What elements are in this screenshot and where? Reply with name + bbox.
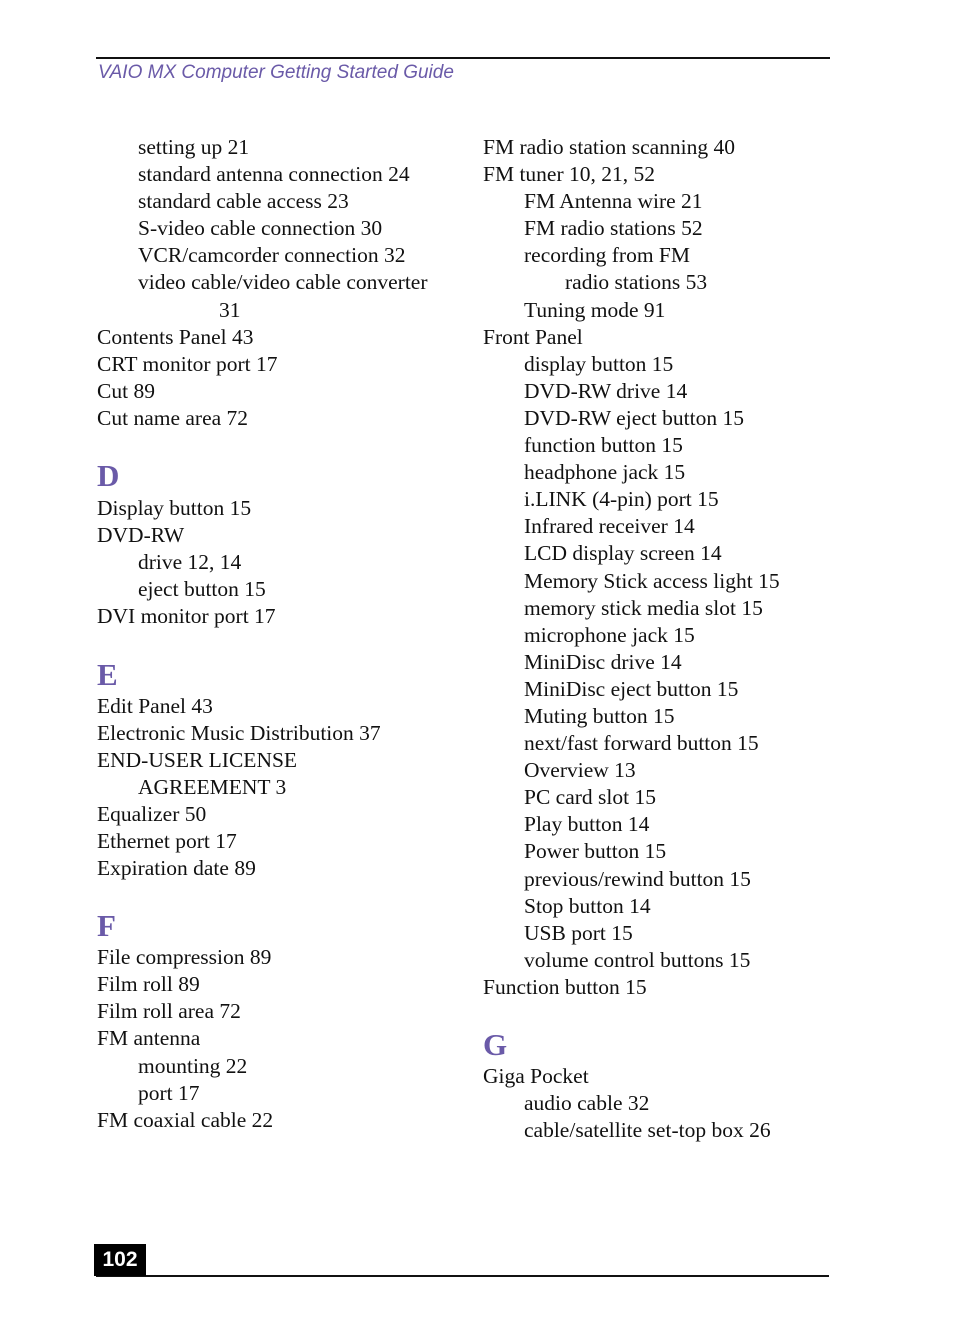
page-number: 102 bbox=[94, 1244, 146, 1276]
index-subentry: recording from FM bbox=[524, 243, 690, 268]
header-rule bbox=[96, 57, 830, 59]
index-subentry: function button 15 bbox=[524, 433, 683, 458]
index-entry: Expiration date 89 bbox=[97, 856, 256, 881]
index-subentry: eject button 15 bbox=[138, 577, 266, 602]
index-entry: File compression 89 bbox=[97, 945, 272, 970]
index-subentry: VCR/camcorder connection 32 bbox=[138, 243, 406, 268]
index-subentry: Play button 14 bbox=[524, 812, 650, 837]
index-subentry: DVD-RW eject button 15 bbox=[524, 405, 744, 430]
index-entry: FM tuner 10, 21, 52 bbox=[483, 162, 655, 187]
index-entry: Giga Pocket bbox=[483, 1064, 589, 1088]
index-subentry: i.LINK (4-pin) port 15 bbox=[524, 487, 719, 512]
index-subentry: Muting button 15 bbox=[524, 703, 675, 728]
index-entry: CRT monitor port 17 bbox=[97, 351, 278, 376]
index-entry: Function button 15 bbox=[483, 974, 647, 999]
index-entry: Ethernet port 17 bbox=[97, 828, 237, 853]
index-subentry: Stop button 14 bbox=[524, 893, 651, 918]
section-letter-d: D bbox=[97, 458, 120, 494]
index-subentry: MiniDisc drive 14 bbox=[524, 649, 682, 674]
index-entry: Equalizer 50 bbox=[97, 801, 207, 826]
index-subentry: standard cable access 23 bbox=[138, 189, 349, 214]
index-entry: Front Panel bbox=[483, 324, 583, 349]
index-subentry: PC card slot 15 bbox=[524, 785, 656, 810]
index-entry: END-USER LICENSE bbox=[97, 747, 298, 772]
index-subentry: Overview 13 bbox=[524, 758, 636, 783]
index-subentry: Power button 15 bbox=[524, 839, 667, 864]
section-letter-f: F bbox=[97, 908, 116, 944]
index-subentry: headphone jack 15 bbox=[524, 460, 686, 485]
index-subentry: Infrared receiver 14 bbox=[524, 514, 695, 539]
index-entry: Display button 15 bbox=[97, 496, 252, 521]
index-column-right bbox=[483, 134, 863, 1144]
index-subentry: FM radio stations 52 bbox=[524, 216, 703, 241]
index-entry: Contents Panel 43 bbox=[97, 324, 254, 349]
index-subentry: cable/satellite set-top box 26 bbox=[524, 1118, 771, 1143]
index-subentry: memory stick media slot 15 bbox=[524, 595, 763, 620]
index-entry: FM radio station scanning 40 bbox=[483, 135, 736, 159]
index-subentry: FM Antenna wire 21 bbox=[524, 189, 703, 214]
index-entry: FM antenna bbox=[97, 1026, 201, 1051]
footer-rule bbox=[96, 1275, 829, 1277]
index-subentry: volume control buttons 15 bbox=[524, 947, 751, 972]
index-subentry: port 17 bbox=[138, 1080, 200, 1105]
index-subentry: setting up 21 bbox=[138, 135, 250, 159]
section-letter-g: G bbox=[483, 1027, 508, 1062]
index-subentry: Memory Stick access light 15 bbox=[524, 568, 780, 593]
index-entry: Film roll area 72 bbox=[97, 999, 241, 1024]
index-subentry: mounting 22 bbox=[138, 1053, 248, 1078]
section-letter-e: E bbox=[97, 656, 118, 692]
index-entry: DVD-RW bbox=[97, 523, 185, 548]
index-subentry: video cable/video cable converter bbox=[138, 270, 428, 295]
running-header: VAIO MX Computer Getting Started Guide bbox=[98, 62, 454, 83]
index-subentry: standard antenna connection 24 bbox=[138, 162, 410, 187]
index-subentry: S-video cable connection 30 bbox=[138, 216, 383, 241]
index-subentry: LCD display screen 14 bbox=[524, 541, 722, 566]
index-subentry: next/fast forward button 15 bbox=[524, 731, 759, 756]
index-subentry: previous/rewind button 15 bbox=[524, 866, 751, 891]
index-continuation: radio stations 53 bbox=[565, 270, 708, 295]
index-entry: Film roll 89 bbox=[97, 972, 200, 997]
index-subentry: microphone jack 15 bbox=[524, 622, 695, 647]
index-continuation: 31 bbox=[219, 297, 241, 322]
index-column-left bbox=[97, 134, 477, 1134]
index-subentry: USB port 15 bbox=[524, 920, 633, 945]
index-entry: Electronic Music Distribution 37 bbox=[97, 720, 381, 745]
index-entry: Cut 89 bbox=[97, 378, 155, 403]
index-subentry: Tuning mode 91 bbox=[524, 297, 666, 322]
index-entry: Edit Panel 43 bbox=[97, 693, 213, 718]
index-subentry: audio cable 32 bbox=[524, 1091, 650, 1116]
index-subentry: DVD-RW drive 14 bbox=[524, 378, 688, 403]
index-subentry: MiniDisc eject button 15 bbox=[524, 676, 739, 701]
index-subentry: display button 15 bbox=[524, 351, 674, 376]
index-entry: FM coaxial cable 22 bbox=[97, 1107, 274, 1132]
index-continuation: AGREEMENT 3 bbox=[138, 774, 287, 799]
index-subentry: drive 12, 14 bbox=[138, 550, 242, 575]
index-entry: Cut name area 72 bbox=[97, 405, 249, 430]
index-entry: DVI monitor port 17 bbox=[97, 604, 276, 629]
